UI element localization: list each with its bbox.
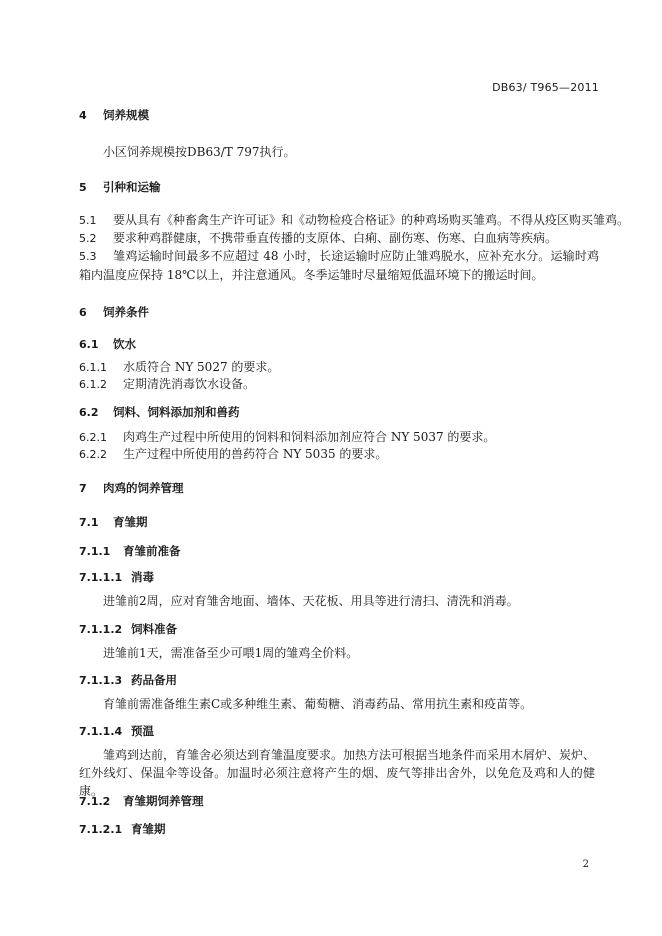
section-title: 饲养规模 xyxy=(103,108,149,122)
section-7-1-1-4-heading xyxy=(79,722,154,741)
clause-text: 雏鸡运输时间最多不应超过 48 小时，长途运输时应防止雏鸡脱水，应补充水分。运输时鸡箱内温度应保持 18℃以上，并注意通风。冬季运雏时尽量缩短低温环境下的搬运时间。 xyxy=(79,249,599,282)
section-title: 引种和运输 xyxy=(103,180,161,194)
clause-number: 5.3 xyxy=(79,250,97,263)
section-title: 消毒 xyxy=(131,570,154,584)
section-7-heading xyxy=(79,479,184,498)
clause-text: 定期清洗消毒饮水设备。 xyxy=(123,377,256,391)
section-6-1-heading xyxy=(79,335,136,354)
clause-5-1 xyxy=(79,211,629,230)
section-number: 4 xyxy=(79,109,87,122)
section-title: 饮水 xyxy=(113,337,136,351)
clause-6-2-2 xyxy=(79,445,387,464)
section-number: 7.1.2 xyxy=(79,795,111,808)
section-title: 饲料、饲料添加剂和兽药 xyxy=(113,405,240,419)
section-4-paragraph: 小区饲养规模按DB63/T 797执行。 xyxy=(103,145,296,159)
clause-number: 5.1 xyxy=(79,214,97,227)
section-7-1-heading xyxy=(79,513,148,532)
section-number: 7 xyxy=(79,482,87,495)
section-number: 6.2 xyxy=(79,406,99,419)
section-number: 7.1.1.3 xyxy=(79,674,123,687)
section-number: 7.1.1 xyxy=(79,545,111,558)
clause-number: 6.1.1 xyxy=(79,361,107,374)
section-number: 7.1 xyxy=(79,516,99,529)
section-7-1-1-heading xyxy=(79,542,181,561)
section-title: 育雏期 xyxy=(113,515,148,529)
section-title: 饲养条件 xyxy=(103,305,149,319)
page-number: 2 xyxy=(582,859,589,870)
section-title: 饲料准备 xyxy=(131,622,177,636)
section-number: 6 xyxy=(79,306,87,319)
section-title: 育雏前准备 xyxy=(123,544,181,558)
section-title: 育雏期饲养管理 xyxy=(123,794,204,808)
clause-text: 要求种鸡群健康，不携带垂直传播的支原体、白痢、副伤寒、伤寒、白血病等疾病。 xyxy=(113,231,558,245)
section-6-2-heading xyxy=(79,403,240,422)
section-7-1-2-heading xyxy=(79,792,204,811)
document-code-header: DB63/ T965—2011 xyxy=(492,81,599,94)
clause-5-3 xyxy=(79,247,599,284)
section-number: 5 xyxy=(79,181,87,194)
clause-number: 6.2.1 xyxy=(79,431,107,444)
section-6-heading xyxy=(79,303,149,322)
section-7-1-1-2-heading xyxy=(79,620,177,639)
section-5-heading xyxy=(79,178,161,197)
clause-text: 生产过程中所使用的兽药符合 NY 5035 的要求。 xyxy=(123,447,388,461)
section-7-1-1-1-paragraph: 进雏前2周，应对育雏舍地面、墙体、天花板、用具等进行清扫、清洗和消毒。 xyxy=(103,594,519,608)
section-title: 肉鸡的饲养管理 xyxy=(103,481,184,495)
clause-text: 水质符合 NY 5027 的要求。 xyxy=(123,360,280,374)
section-title: 药品备用 xyxy=(131,673,177,687)
section-7-1-1-3-heading xyxy=(79,671,177,690)
section-4-heading xyxy=(79,106,149,125)
section-7-1-1-3-paragraph: 育雏前需准备维生素C或多种维生素、葡萄糖、消毒药品、常用抗生素和疫苗等。 xyxy=(103,697,533,711)
section-number: 7.1.1.4 xyxy=(79,725,123,738)
clause-number: 6.1.2 xyxy=(79,378,107,391)
clause-text: 要从具有《种畜禽生产许可证》和《动物检疫合格证》的种鸡场购买雏鸡。不得从疫区购买雏鸡。 xyxy=(113,213,630,227)
section-number: 6.1 xyxy=(79,338,99,351)
section-title: 预温 xyxy=(131,724,154,738)
section-7-1-2-1-heading xyxy=(79,820,166,839)
clause-number: 5.2 xyxy=(79,232,97,245)
section-number: 7.1.2.1 xyxy=(79,823,123,836)
section-number: 7.1.1.1 xyxy=(79,571,123,584)
clause-text: 肉鸡生产过程中所使用的饲料和饲料添加剂应符合 NY 5037 的要求。 xyxy=(123,430,496,444)
section-title: 育雏期 xyxy=(131,822,166,836)
clause-5-2 xyxy=(79,229,557,248)
section-7-1-1-2-paragraph: 进雏前1天，需准备至少可喂1周的雏鸡全价料。 xyxy=(103,646,359,660)
clause-number: 6.2.2 xyxy=(79,448,107,461)
section-number: 7.1.1.2 xyxy=(79,623,123,636)
section-7-1-1-1-heading xyxy=(79,568,154,587)
section-7-1-1-4-paragraph: 雏鸡到达前，育雏舍必须达到育雏温度要求。加热方法可根据当地条件而采用木屑炉、炭炉、红外线灯、保温伞等设备。加温时必须注意将产生的烟、废气等排出舍外，以免危及鸡和人的健康。 xyxy=(79,748,596,798)
clause-6-1-2 xyxy=(79,375,255,394)
